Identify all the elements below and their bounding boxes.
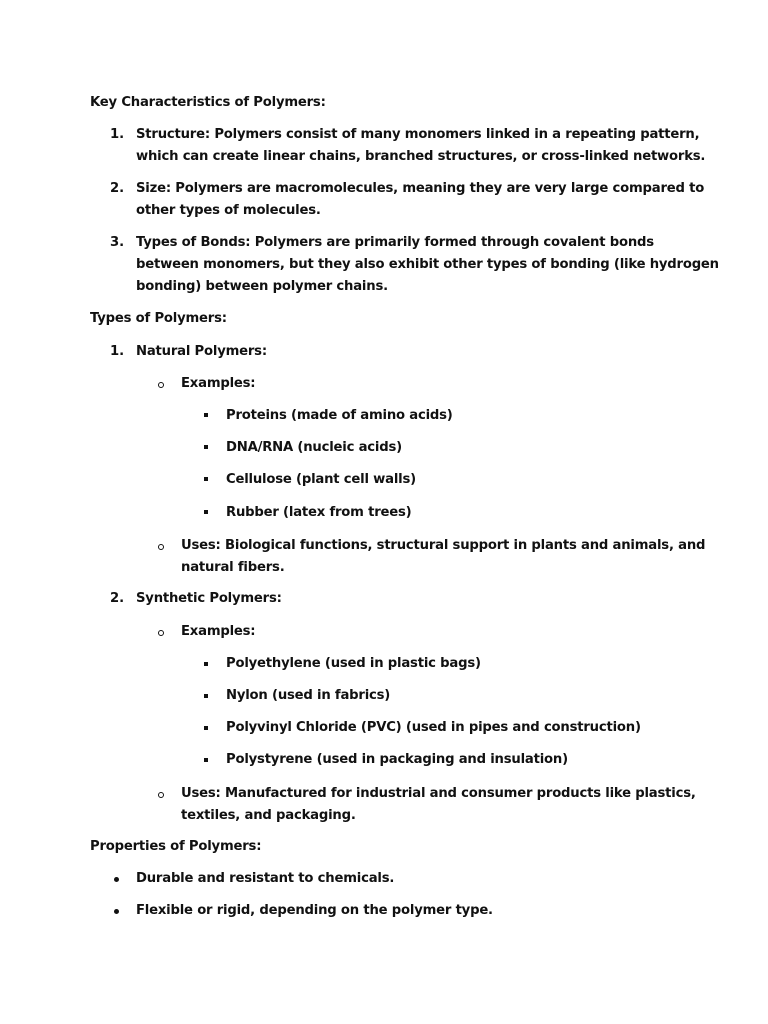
list-item-text: other types of molecules. xyxy=(136,203,321,218)
list-number: 2. xyxy=(110,591,125,606)
hollow-circle-bullet-icon xyxy=(158,792,164,798)
square-bullet-icon xyxy=(204,477,208,481)
examples-label: Examples: xyxy=(181,624,256,639)
square-bullet-icon xyxy=(204,758,208,762)
synthetic-polymers-label: Synthetic Polymers: xyxy=(136,591,282,606)
section-heading-key-characteristics: Key Characteristics of Polymers: xyxy=(90,95,326,110)
property-item: Durable and resistant to chemicals. xyxy=(136,871,395,886)
example-item: Nylon (used in fabrics) xyxy=(226,688,391,703)
hollow-circle-bullet-icon xyxy=(158,544,164,550)
square-bullet-icon xyxy=(204,510,208,514)
examples-label: Examples: xyxy=(181,376,256,391)
list-number: 2. xyxy=(110,181,125,196)
natural-polymers-label: Natural Polymers: xyxy=(136,344,267,359)
square-bullet-icon xyxy=(204,694,208,698)
bullet-dot-icon xyxy=(114,877,119,882)
uses-text: textiles, and packaging. xyxy=(181,808,356,823)
example-item: Polyethylene (used in plastic bags) xyxy=(226,656,481,671)
hollow-circle-bullet-icon xyxy=(158,382,164,388)
list-number: 1. xyxy=(110,344,125,359)
square-bullet-icon xyxy=(204,726,208,730)
list-item-text: Types of Bonds: Polymers are primarily formed through covalent bonds xyxy=(136,235,654,250)
uses-text: Uses: Biological functions, structural support in plants and animals, and xyxy=(181,538,706,553)
square-bullet-icon xyxy=(204,413,208,417)
section-heading-types-of-polymers: Types of Polymers: xyxy=(90,311,227,326)
square-bullet-icon xyxy=(204,445,208,449)
uses-text: natural fibers. xyxy=(181,560,285,575)
example-item: Polyvinyl Chloride (PVC) (used in pipes and construction) xyxy=(226,720,641,735)
list-item-text: bonding) between polymer chains. xyxy=(136,279,388,294)
example-item: Rubber (latex from trees) xyxy=(226,505,412,520)
square-bullet-icon xyxy=(204,662,208,666)
list-item-text: which can create linear chains, branched structures, or cross-linked networks. xyxy=(136,149,706,164)
example-item: DNA/RNA (nucleic acids) xyxy=(226,440,402,455)
list-number: 3. xyxy=(110,235,125,250)
section-heading-properties: Properties of Polymers: xyxy=(90,839,262,854)
bullet-dot-icon xyxy=(114,909,119,914)
list-item-text: Structure: Polymers consist of many monomers linked in a repeating pattern, xyxy=(136,127,700,142)
list-item-text: Size: Polymers are macromolecules, meaning they are very large compared to xyxy=(136,181,705,196)
list-number: 1. xyxy=(110,127,125,142)
example-item: Proteins (made of amino acids) xyxy=(226,408,453,423)
uses-text: Uses: Manufactured for industrial and consumer products like plastics, xyxy=(181,786,696,801)
hollow-circle-bullet-icon xyxy=(158,630,164,636)
example-item: Cellulose (plant cell walls) xyxy=(226,472,416,487)
example-item: Polystyrene (used in packaging and insulation) xyxy=(226,752,568,767)
property-item: Flexible or rigid, depending on the polymer type. xyxy=(136,903,493,918)
list-item-text: between monomers, but they also exhibit other types of bonding (like hydrogen xyxy=(136,257,719,272)
